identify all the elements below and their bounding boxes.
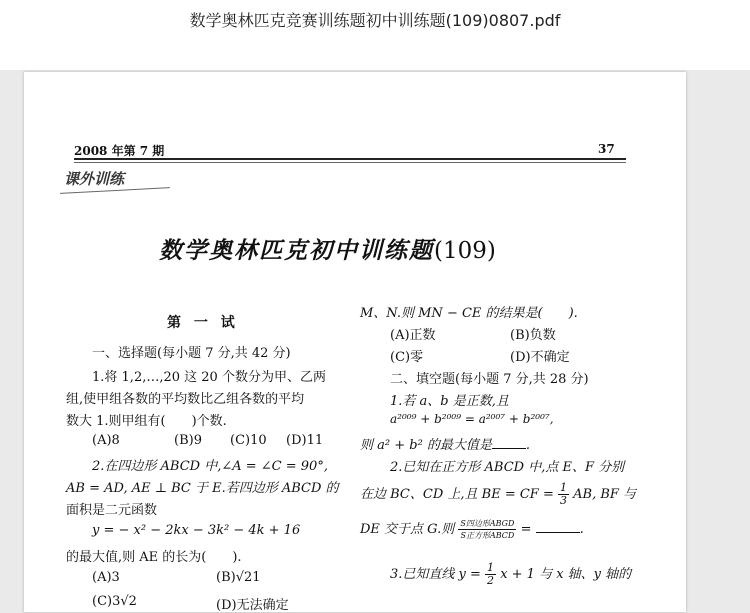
fraction-denominator: 2 [487, 574, 495, 587]
ratio-denominator: S正方形ABCD [460, 531, 515, 540]
page-header-issue: 2008 年第 7 期 [74, 144, 165, 158]
q1-option-a: (A)8 [92, 433, 120, 448]
column-tag: 课外训练 [64, 170, 125, 188]
f2-line-1: 2.已知在正方形 ABCD 中,点 E、F 分别 [390, 460, 625, 475]
f2-line-2-post: AB, BF 与 [573, 487, 637, 502]
q2-line-1: 2.在四边形 ABCD 中,∠A = ∠C = 90°, [92, 459, 328, 474]
article-title-number: (109) [434, 238, 496, 264]
pdf-page [24, 72, 686, 612]
f1-line-2-text: 则 a² + b² 的最大值是 [360, 438, 492, 453]
area-ratio-fraction [458, 518, 516, 541]
section-heading: 第 一 试 [167, 315, 239, 331]
fraction-numerator: 1 [559, 481, 567, 494]
f3-line-1-post: x + 1 与 x 轴、y 轴的 [500, 567, 632, 582]
q2-option-c: (C)3√2 [92, 594, 137, 609]
f3-line-1 [390, 562, 631, 587]
f2-line-3-pre: DE 交于点 G.则 [360, 522, 455, 537]
document-title: 数学奥林匹克竞赛训练题初中训练题(109)0807.pdf [189, 11, 561, 30]
header-rule [74, 158, 626, 160]
answer-blank [536, 522, 580, 533]
q2-option-d: (D)无法确定 [216, 598, 289, 613]
q-continued-line: M、N.则 MN − CE 的结果是( ). [360, 306, 578, 321]
f1-line-1: 1.若 a、b 是正数,且 [390, 394, 509, 409]
f1-line-2: 则 a² + b² 的最大值是 . [360, 438, 531, 453]
page-number: 37 [598, 142, 615, 156]
article-title [159, 232, 496, 265]
q1-line-2: 组,使甲组各数的平均数比乙组各数的平均 [66, 392, 305, 407]
f3-line-1-pre: 3.已知直线 y = [390, 567, 481, 582]
q-option-b: (B)负数 [510, 328, 556, 343]
header-rule-thin [74, 162, 626, 163]
q2-line-3: 面积是二元函数 [66, 503, 158, 518]
f2-line-2-pre: 在边 BC、CD 上,且 BE = CF = [360, 487, 554, 502]
q1-line-3: 数大 1.则甲组有( )个数. [66, 414, 227, 429]
answer-blank [492, 438, 526, 449]
q1-option-c: (C)10 [230, 433, 267, 448]
q1-option-d: (D)11 [286, 433, 324, 448]
f2-line-2 [360, 482, 636, 507]
q1-option-b: (B)9 [174, 433, 202, 448]
fraction-numerator: 1 [487, 561, 495, 574]
ratio-numerator: S四边形ABGD [460, 519, 515, 528]
fraction-one-half [485, 562, 496, 587]
article-title-main: 数学奥林匹克初中训练题 [159, 237, 434, 264]
q-option-a: (A)正数 [390, 328, 436, 343]
f2-line-3-post: = [520, 522, 532, 537]
q-option-c: (C)零 [390, 350, 424, 365]
q2-option-a: (A)3 [92, 570, 120, 585]
part-one-heading: 一、选择题(每小题 7 分,共 42 分) [92, 346, 291, 361]
q1-line-1: 1.将 1,2,…,20 这 20 个数分为甲、乙两 [92, 370, 326, 385]
f1-formula: a²⁰⁰⁹ + b²⁰⁰⁹ = a²⁰⁰⁷ + b²⁰⁰⁷, [390, 412, 554, 426]
viewer-header [0, 0, 750, 70]
q2-line-2: AB = AD, AE ⊥ BC 于 E.若四边形 ABCD 的 [66, 481, 339, 496]
f2-line-3: DE 交于点 G.则 $\frac{\text{S四边形ABGD}}{\text{S正方形ABCD}}$ = . [360, 519, 584, 540]
q2-line-4: 的最大值,则 AE 的长为( ). [66, 550, 242, 565]
fraction-denominator: 3 [559, 494, 567, 507]
q2-formula: y = − x² − 2kx − 3k² − 4k + 16 [92, 523, 301, 538]
part-two-heading: 二、填空题(每小题 7 分,共 28 分) [390, 372, 589, 387]
fraction-one-third [558, 482, 569, 507]
q-option-d: (D)不确定 [510, 350, 570, 365]
q2-option-b: (B)√21 [216, 570, 261, 585]
